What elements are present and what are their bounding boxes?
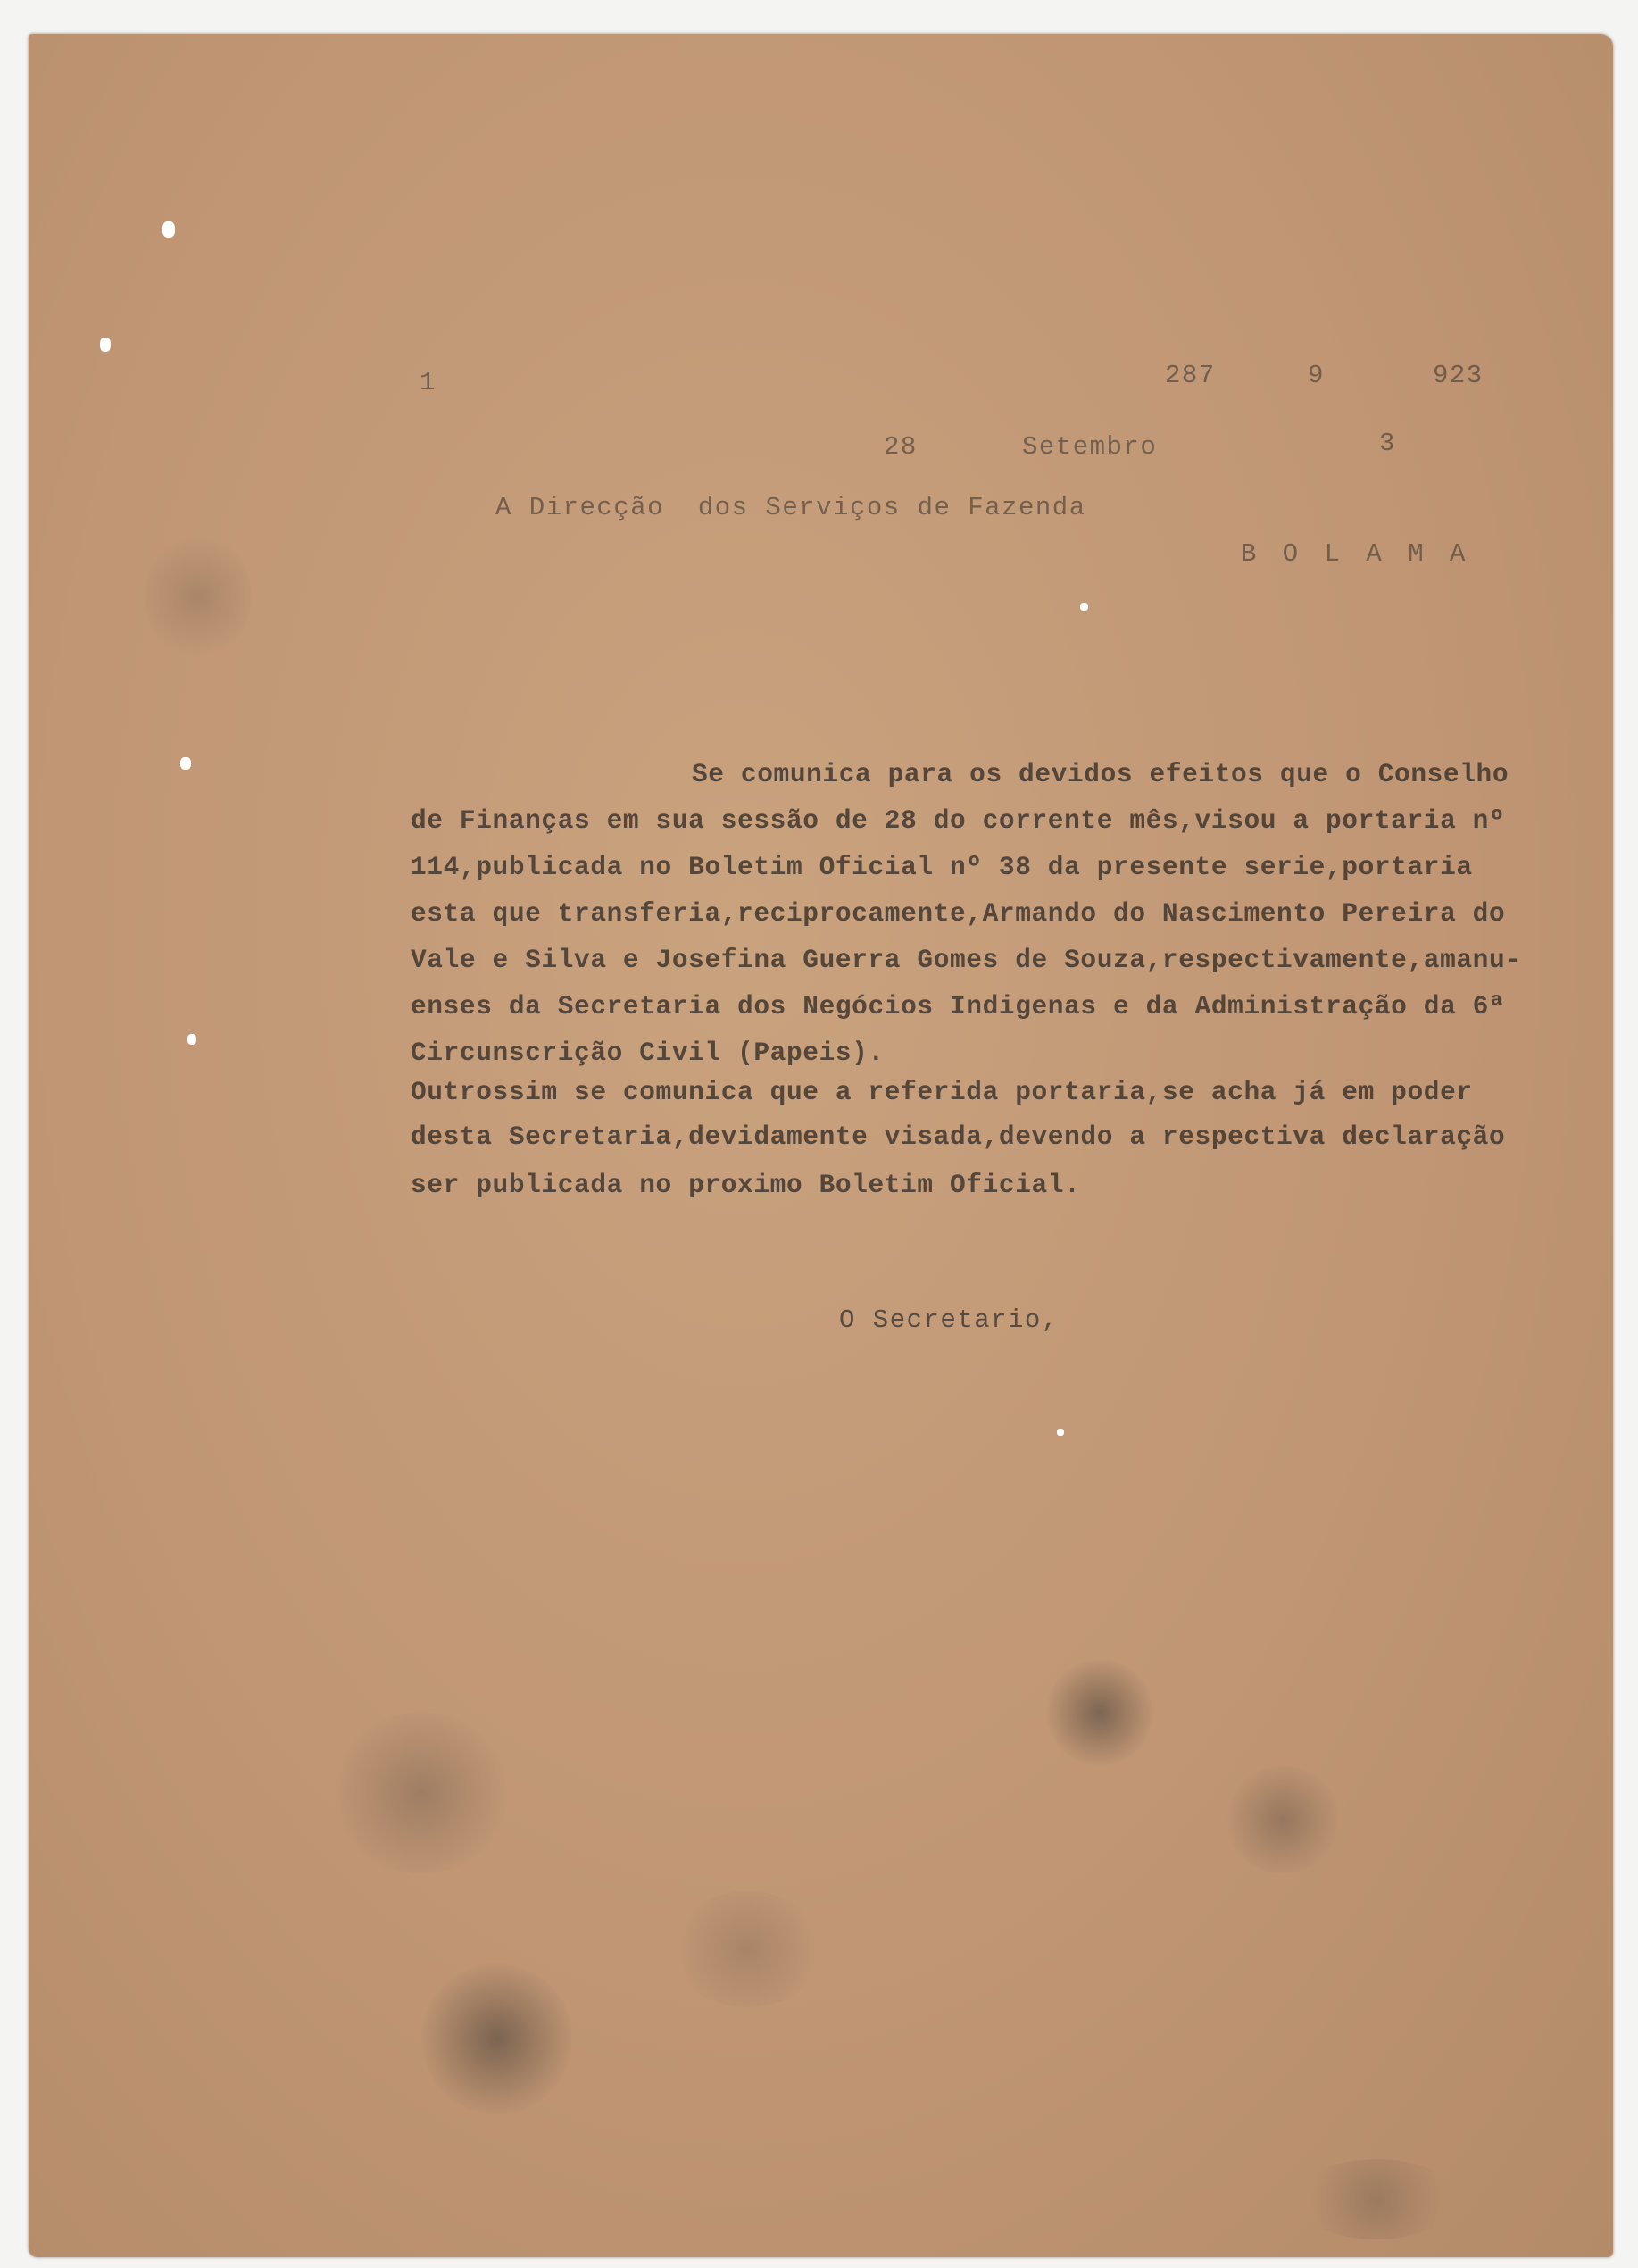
ink-stain — [1296, 2159, 1457, 2239]
body-line: enses da Secretaria dos Negócios Indigenas e da Administração da 6ª — [411, 991, 1506, 1021]
paper-hole — [100, 338, 111, 352]
date-day: 28 — [884, 432, 918, 462]
paper-hole — [180, 757, 191, 770]
addressee-line: A Direcção dos Serviços de Fazenda — [495, 493, 1086, 522]
left-number: 1 — [420, 368, 437, 397]
body-line: esta que transferia,reciprocamente,Armando do Nascimento Pereira do — [411, 898, 1506, 929]
ink-stain — [671, 1891, 823, 2007]
reference-month-number: 9 — [1308, 361, 1325, 390]
body-line: Outrossim se comunica que a referida portaria,se acha já em poder — [411, 1077, 1473, 1107]
paper-hole — [1080, 603, 1088, 611]
ink-stain — [1046, 1659, 1153, 1766]
date-month: Setembro — [1022, 432, 1158, 462]
paper-hole — [162, 221, 175, 238]
paper-hole — [187, 1034, 196, 1045]
body-line: Se comunica para os devidos efeitos que o Conselho — [692, 759, 1509, 789]
ink-stain — [332, 1713, 511, 1873]
body-line: de Finanças em sua sessão de 28 do corrente mês,visou a portaria nº — [411, 805, 1506, 836]
body-line: 114,publicada no Boletim Oficial nº 38 da presente serie,portaria — [411, 852, 1473, 882]
addressee-city: B O L A M A — [1241, 539, 1471, 569]
body-line: Vale e Silva e Josefina Guerra Gomes de Souza,respectivamente,amanu- — [411, 945, 1522, 975]
date-year-digit: 3 — [1379, 429, 1396, 458]
ink-stain — [1225, 1766, 1341, 1873]
paper-hole — [1057, 1429, 1064, 1436]
signature-line: O Secretario, — [839, 1305, 1059, 1335]
body-line: desta Secretaria,devidamente visada,devendo a respectiva declaração — [411, 1121, 1506, 1152]
ink-stain — [145, 534, 252, 659]
body-line: Circunscrição Civil (Papeis). — [411, 1038, 885, 1068]
reference-number: 287 — [1165, 361, 1216, 390]
reference-year: 923 — [1433, 361, 1484, 390]
ink-stain — [421, 1963, 573, 2114]
body-line: ser publicada no proximo Boletim Oficial. — [411, 1170, 1081, 1200]
